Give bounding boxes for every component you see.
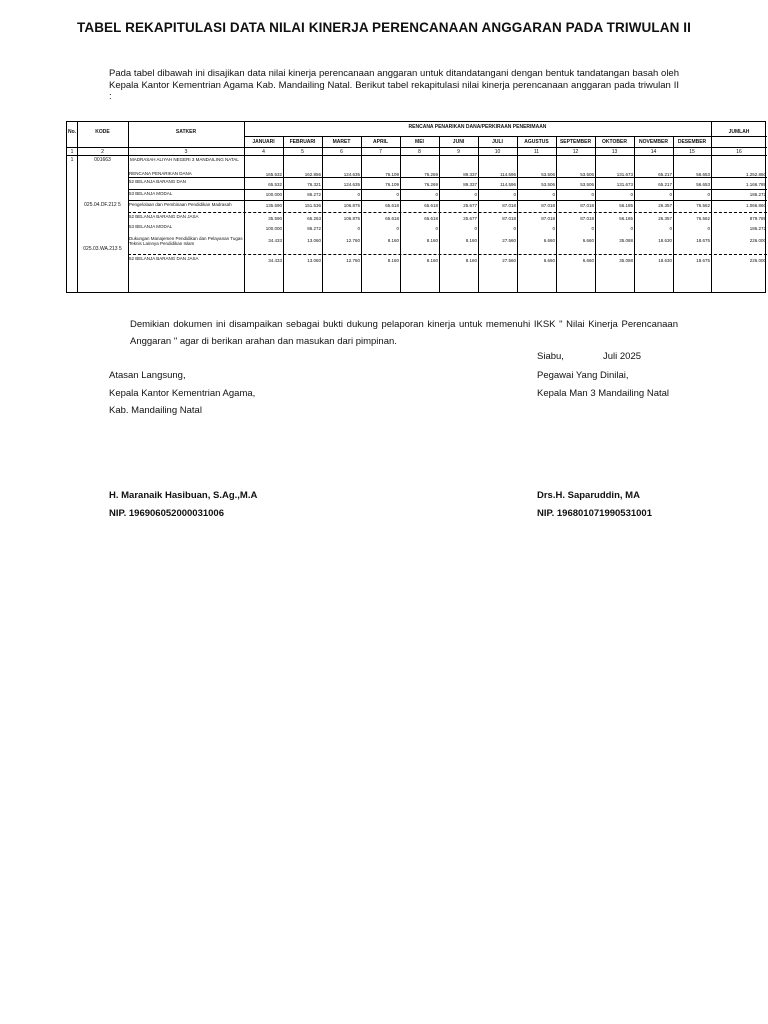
signature-right-block	[537, 367, 669, 402]
row-value: 8.160	[465, 258, 477, 263]
table-divider	[595, 136, 596, 292]
row-value: 65.217	[658, 182, 672, 187]
header-month: JULI	[492, 139, 503, 145]
table-divider	[322, 136, 323, 292]
signature-right-line: Pegawai Yang Dinilai,	[537, 370, 629, 381]
header-month: MARET	[332, 139, 351, 145]
header-month-number: 5	[301, 149, 304, 155]
signature-left-block	[109, 367, 255, 420]
row-value: 34.433	[268, 238, 282, 243]
row-value: 76.269	[424, 182, 438, 187]
signature-left-line: Kepala Kantor Kementrian Agama,	[109, 387, 256, 399]
header-month: AGUSTUS	[524, 139, 549, 145]
header-month: FEBRUARI	[289, 139, 316, 145]
header-kode: KODE	[95, 129, 110, 135]
row-value: 8.160	[387, 238, 399, 243]
row-value: 53.506	[580, 172, 594, 177]
row-value: 12.760	[346, 238, 360, 243]
row-value: 13.060	[307, 238, 321, 243]
table-divider	[673, 136, 674, 292]
row-value: 0	[435, 226, 438, 231]
signature-date: Juli 2025	[603, 351, 642, 362]
row-value: 131.673	[616, 172, 633, 177]
row-value: 26.357	[658, 203, 672, 208]
row-total: 186.272	[749, 192, 766, 197]
header-month: NOVEMBER	[639, 139, 668, 145]
row-value: 65.618	[424, 216, 438, 221]
left-signer-nip: NIP. 196906052000031006	[109, 508, 224, 519]
table-divider	[67, 155, 767, 156]
row-value: 87.018	[541, 216, 555, 221]
row-label: 53 BELANJA MODAL	[129, 224, 173, 229]
header-index-number: 2	[101, 149, 104, 155]
row-value: 131.673	[616, 182, 633, 187]
row-value: 12.760	[346, 258, 360, 263]
row-value: 114.596	[500, 172, 516, 177]
row-divider	[128, 200, 767, 201]
row-value: 76.562	[696, 203, 710, 208]
header-month: OKTOBER	[602, 139, 627, 145]
row-value: 65.217	[658, 172, 672, 177]
row-value: 0	[396, 192, 399, 197]
row-value: 18.630	[658, 258, 672, 263]
row-value: 165.532	[265, 172, 282, 177]
right-signer-name: Drs.H. Saparuddin, MA	[537, 490, 640, 501]
closing-paragraph: Demikian dokumen ini disampaikan sebagai bukti dukung pelaporan kinerja untuk memenuhi IKSK " Nilai Kinerja Perencanaan Anggaran " agar di berikan arahan dan masukan dari pimpinan.	[130, 319, 678, 347]
row-value: 0	[396, 226, 399, 231]
row-value: 86.272	[307, 192, 321, 197]
row-value: 151.536	[304, 203, 321, 208]
row-value: 25.677	[463, 216, 477, 221]
left-signer-name: H. Maranaik Hasibuan, S.Ag.,M.A	[109, 490, 258, 501]
row-value: 13.060	[307, 258, 321, 263]
row-label: 52 BELANJA BARANG DAN JASA	[129, 214, 199, 219]
table-divider	[517, 136, 518, 292]
table-divider	[67, 147, 767, 148]
row-value: 8.160	[426, 258, 438, 263]
row-value: 162.856	[304, 172, 321, 177]
row-label: 53 BELANJA MODAL	[129, 191, 173, 196]
row-value: 87.018	[502, 203, 516, 208]
header-month: DESEMBER	[677, 139, 707, 145]
row-number: 1	[70, 157, 74, 163]
row-value: 135.590	[265, 203, 282, 208]
header-month-number: 10	[494, 149, 501, 155]
row-value: 76.109	[385, 182, 399, 187]
row-value: 0	[513, 226, 516, 231]
row-value: 35.088	[619, 258, 633, 263]
table-divider	[361, 136, 362, 292]
row-value: 6.660	[543, 238, 555, 243]
row-value: 0	[357, 226, 360, 231]
row-value: 6.660	[582, 258, 594, 263]
header-month: SEPTEMBER	[559, 139, 592, 145]
header-month-number: 6	[340, 149, 343, 155]
row-value: 56.185	[619, 203, 633, 208]
program-code: 025.03.WA.213 5	[83, 246, 122, 252]
table-divider	[439, 136, 440, 292]
row-value: 18.675	[696, 238, 710, 243]
row-value: 100.000	[265, 192, 282, 197]
header-index-number: 1	[70, 149, 74, 155]
row-value: 0	[591, 192, 594, 197]
table-divider	[556, 136, 557, 292]
table-divider	[634, 136, 635, 292]
table-divider	[244, 136, 767, 137]
satker-name: MADRASAH ALIYAH NEGERI 3 MANDAILING NATAL	[130, 157, 239, 162]
row-value: 100.000	[265, 226, 282, 231]
row-value: 76.562	[696, 216, 710, 221]
row-value: 34.433	[268, 258, 282, 263]
row-value: 8.160	[465, 238, 477, 243]
header-jumlah: JUMLAH	[728, 129, 750, 135]
row-value: 53.506	[541, 172, 555, 177]
row-value: 27.560	[502, 238, 516, 243]
row-value: 56.185	[619, 216, 633, 221]
header-month-number: 13	[611, 149, 618, 155]
row-value: 65.532	[268, 182, 282, 187]
row-value: 6.660	[582, 238, 594, 243]
row-value: 56.653	[696, 172, 710, 177]
row-value: 106.875	[343, 216, 360, 221]
row-value: 124.635	[343, 172, 360, 177]
table-divider	[283, 136, 284, 292]
header-month: MEI	[415, 139, 424, 145]
row-value: 65.618	[385, 203, 399, 208]
document-title: TABEL REKAPITULASI DATA NILAI KINERJA PERENCANAAN ANGGARAN PADA TRIWULAN II	[77, 20, 691, 35]
row-value: 0	[357, 192, 360, 197]
row-total: 879.789	[749, 216, 766, 221]
row-divider	[128, 177, 767, 178]
table-divider	[400, 136, 401, 292]
satker-code: 001663	[94, 157, 111, 163]
header-satker: SATKER	[175, 129, 197, 135]
row-total: 1.252.860	[745, 172, 766, 177]
row-value: 56.653	[696, 182, 710, 187]
row-value: 0	[591, 226, 594, 231]
row-value: 87.018	[502, 216, 516, 221]
row-label: 52 BELANJA BARANG DAN JASA	[129, 256, 199, 261]
row-value: 27.560	[502, 258, 516, 263]
recap-table	[66, 121, 766, 293]
header-month-number: 7	[379, 149, 382, 155]
row-value: 0	[552, 192, 555, 197]
row-value: 0	[474, 192, 477, 197]
row-divider	[128, 254, 767, 255]
row-value: 0	[474, 226, 477, 231]
header-month-number: 14	[650, 149, 657, 155]
header-jumlah-number: 16	[736, 149, 742, 155]
row-total: 226.000	[749, 258, 766, 263]
row-value: 87.018	[541, 203, 555, 208]
header-index-number: 3	[184, 149, 188, 155]
header-month-number: 8	[418, 149, 421, 155]
row-value: 76.109	[385, 172, 399, 177]
row-value: 8.160	[387, 258, 399, 263]
row-value: 87.018	[580, 216, 594, 221]
row-label: RENCANA PENARIKAN DANA	[129, 171, 192, 176]
row-total: 186.272	[749, 226, 766, 231]
signature-left-line: Atasan Langsung,	[109, 370, 186, 381]
row-value: 35.590	[268, 216, 282, 221]
row-value: 106.875	[343, 203, 360, 208]
row-value: 76.269	[424, 172, 438, 177]
header-month-number: 9	[457, 149, 460, 155]
row-value: 89.337	[463, 182, 477, 187]
signature-right-line: Kepala Man 3 Mandailing Natal	[537, 387, 670, 399]
header-month: APRIL	[373, 139, 388, 145]
row-total: 1.066.860	[745, 203, 766, 208]
row-value: 89.337	[463, 172, 477, 177]
row-divider	[128, 189, 767, 190]
row-total: 1.166.789	[745, 182, 766, 187]
row-value: 0	[630, 226, 633, 231]
header-rencana: RENCANA PENARIKAN DANA/PERKIRAAN PENERIMAAN	[408, 124, 547, 130]
row-value: 0	[552, 226, 555, 231]
header-month: JANUARI	[252, 139, 275, 145]
row-value: 114.596	[500, 182, 516, 187]
row-value: 0	[707, 192, 710, 197]
row-label: Pengelolaan dan Pembinaan Pendidikan Madrasah	[129, 202, 232, 207]
header-month-number: 4	[262, 149, 265, 155]
signature-place: Siabu,	[537, 351, 564, 362]
row-value: 124.635	[343, 182, 360, 187]
row-label: Dukungan Manajemen Pendidikan dan Pelayanan Tugas Teknis Lainnya Pendidikan Islam	[129, 236, 243, 246]
row-value: 87.018	[580, 203, 594, 208]
row-value: 65.618	[424, 203, 438, 208]
row-value: 0	[435, 192, 438, 197]
row-value: 65.263	[307, 216, 321, 221]
row-divider	[128, 212, 767, 213]
row-value: 0	[669, 226, 672, 231]
row-value: 53.506	[541, 182, 555, 187]
row-value: 0	[513, 192, 516, 197]
row-value: 76.321	[307, 182, 321, 187]
intro-paragraph: Pada tabel dibawah ini disajikan data nilai kinerja perencanaan anggaran untuk ditandatangani dengan bentuk tandatangan basah oleh Kepala Kantor Kementrian Agama Kab. Mandailing Natal. Berikut tabel rekapitulasi nilai kinerja perencanaan anggaran pada triwulan II :	[109, 68, 679, 102]
table-divider	[478, 136, 479, 292]
row-value: 18.630	[658, 238, 672, 243]
right-signer-nip: NIP. 196801071990531001	[537, 508, 652, 519]
row-value: 0	[707, 226, 710, 231]
header-month-number: 11	[533, 149, 540, 155]
program-code: 025.04.DF.212 5	[84, 202, 121, 208]
row-total: 226.000	[749, 238, 766, 243]
header-month: JUNI	[452, 139, 465, 145]
header-month-number: 12	[572, 149, 579, 155]
row-value: 26.357	[658, 216, 672, 221]
row-value: 86.272	[307, 226, 321, 231]
row-value: 53.506	[580, 182, 594, 187]
row-value: 6.660	[543, 258, 555, 263]
header-no: No.	[67, 129, 77, 135]
row-value: 25.677	[463, 203, 477, 208]
row-value: 65.618	[385, 216, 399, 221]
row-value: 0	[669, 192, 672, 197]
row-value: 8.160	[426, 238, 438, 243]
row-value: 35.088	[619, 238, 633, 243]
row-value: 18.675	[696, 258, 710, 263]
row-value: 0	[630, 192, 633, 197]
row-label: 52 BELANJA BARANG DAN	[129, 179, 187, 184]
header-month-number: 15	[689, 149, 695, 155]
signature-left-line: Kab. Mandailing Natal	[109, 405, 202, 416]
